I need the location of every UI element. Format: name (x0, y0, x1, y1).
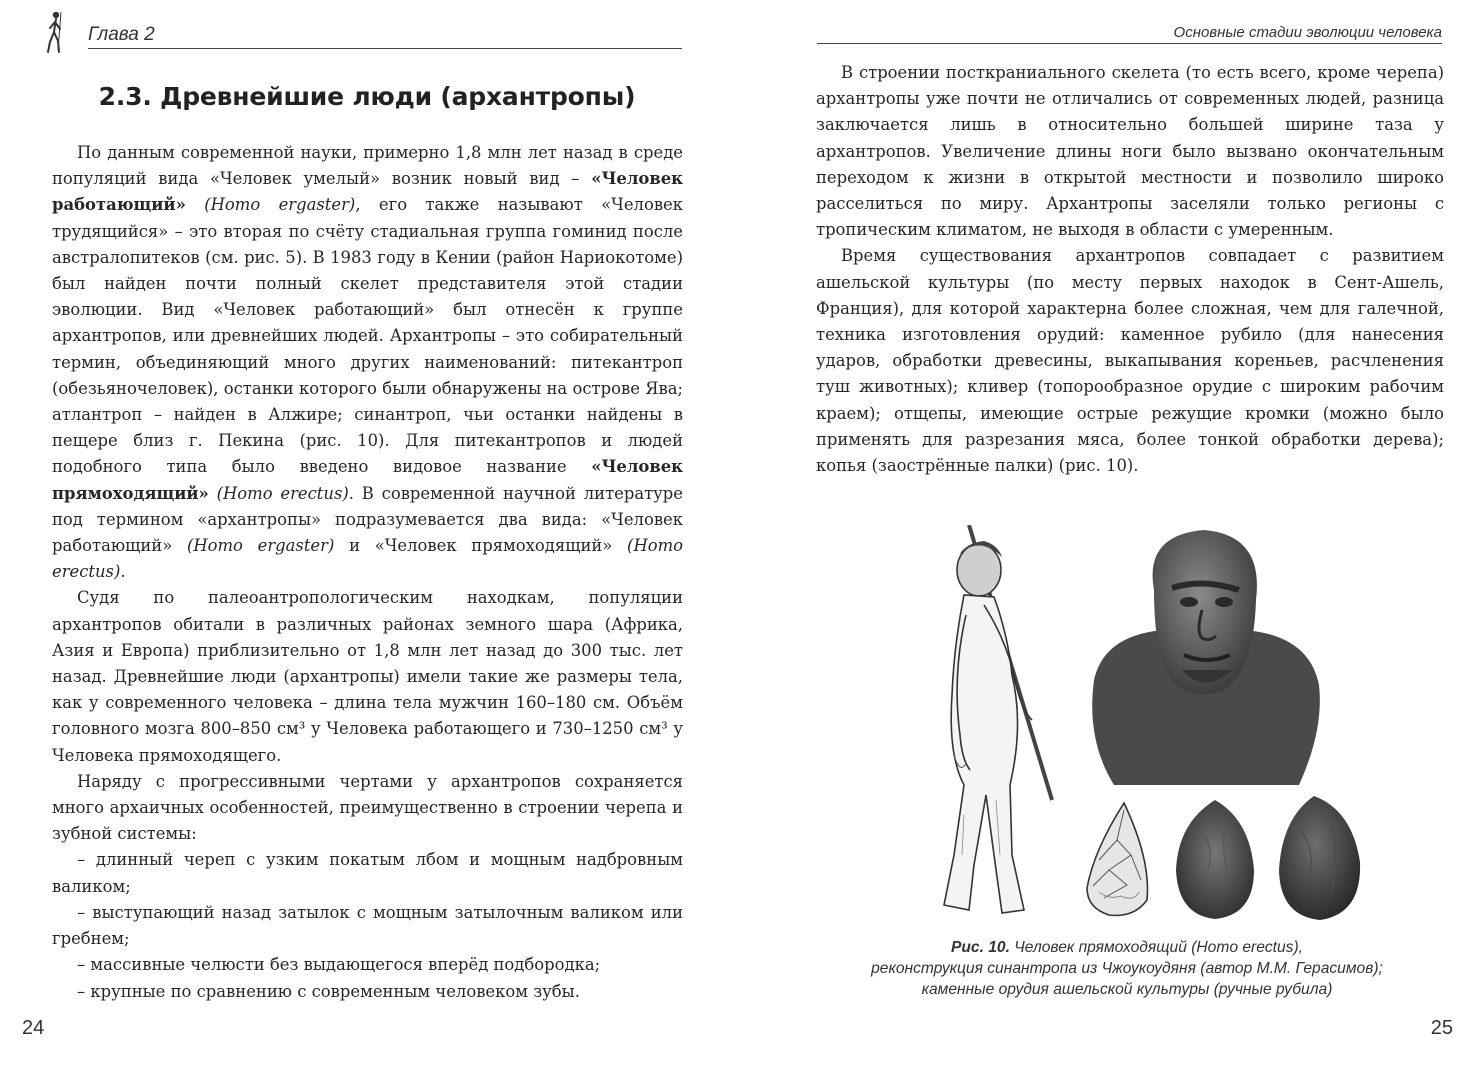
running-head-chapter: Глава 2 (88, 24, 682, 49)
page-number-right: 25 (1430, 1017, 1453, 1039)
caption-line-2: реконструкция синантропа из Чжоукоудяня (автор М.М. Герасимов); (871, 960, 1383, 977)
caption-label: Рис. 10. (951, 939, 1010, 956)
list-item: – выступающий назад затылок с мощным затылочным валиком или гребнем; (52, 902, 683, 949)
caption-line-1: Рис. 10. Человек прямоходящий (Homo erectus), (951, 939, 1303, 956)
list-item: – массивные челюсти без выдающегося вперёд подбородка; (77, 955, 601, 975)
left-text-column (52, 140, 683, 1005)
walking-homo-erectus-drawing (924, 525, 1069, 920)
stone-hand-axe-photo-1 (1170, 795, 1260, 923)
paragraph: Время существования архантропов совпадает с развитием ашельской культуры (по месту первых находок в Сент-Ашель, Франция), для которой характерна более сложная, чем для галечной, техника изготовления орудий: каменное рубило (для нанесения ударов, обработки древесины, выкапывания кореньев, расчленения туш животных); кливер (топорообразное орудие с широким рабочим краем); отщепы, имеющие острые режущие кромки (можно было применять для разрезания мяса, более тонкой обработки дерева); копья (заострённые палки) (рис. 10). (816, 246, 1444, 476)
page-number-left: 24 (22, 1017, 45, 1039)
figure-10 (924, 520, 1374, 925)
caption-line-3: каменные орудия ашельской культуры (ручные рубила) (921, 981, 1333, 998)
running-head-title: Основные стадии эволюции человека (817, 24, 1442, 44)
paragraph: По данным современной науки, примерно 1,8 млн лет назад в среде популяций вида «Человек умелый» возник новый вид – «Человек работающий» (Homo ergaster), его также называют «Человек трудящийся» – это вторая по счёту стадиальная группа гоминид после австралопитеков (см. рис. 5). В 1983 году в Кении (район Нариокотоме) был найден почти полный скелет представителя этой стадии эволюции. Вид «Человек работающий» был отнесён к группе архантропов, или древнейших людей. Архантропы – это собирательный термин, объединяющий много других наименований: питекантроп (обезьяночеловек), останки которого были обнаружены на острове Ява; атлантроп – найден в Алжире; синантроп, чьи останки найдены в пещере близ г. Пекина (рис. 10). Для питекантропов и людей подобного типа было введено видовое название «Человек прямоходящий» (Homo erectus). В современной научной литературе под термином «архантропы» подразумевается два вида: «Человек работающий» (Homo ergaster) и «Человек прямоходящий» (Homo erectus). (52, 143, 684, 582)
right-page (737, 0, 1475, 1080)
paragraph: Судя по палеоантропологическим находкам, популяции архантропов обитали в различных районах земного шара (Африка, Азия и Европа) приблизительно от 1,8 млн лет назад до 300 тыс. лет назад. Древнейшие люди (архантропы) имели такие же размеры тела, как у современного человека – длина тела мужчин 160–180 см. Объём головного мозга 800–850 см³ у Человека работающего и 730–1250 см³ у Человека прямоходящего. (52, 588, 683, 765)
list-item: – крупные по сравнению с современным человеком зубы. (77, 981, 580, 1001)
paragraph: Наряду с прогрессивными чертами у архантропов сохраняется много архаичных особенностей, преимущественно в строении черепа и зубной системы: (52, 771, 683, 844)
paragraph: В строении посткраниального скелета (то есть всего, кроме черепа) архантропы уже почти не отличались от современных людей, разница заключается лишь в относительно большей ширине таза у архантропов. Увеличение длины ноги было вызвано окончательным переходом к жизни в открытой местности и позволило широко расселиться по миру. Архантропы заселяли только регионы с тропическим климатом, не выходя в области с умеренным. (816, 63, 1444, 240)
figure-caption (832, 937, 1422, 1000)
left-page (0, 0, 737, 1080)
flint-hand-axe-drawing (1079, 800, 1159, 920)
list-item: – длинный череп с узким покатым лбом и мощным надбровным валиком; (52, 850, 683, 896)
right-text-column (816, 60, 1444, 479)
sinanthropus-bust-reconstruction (1084, 520, 1324, 790)
walking-man-icon (44, 10, 66, 54)
stone-hand-axe-photo-2 (1274, 792, 1366, 924)
section-title: 2.3. Древнейшие люди (архантропы) (98, 82, 636, 111)
